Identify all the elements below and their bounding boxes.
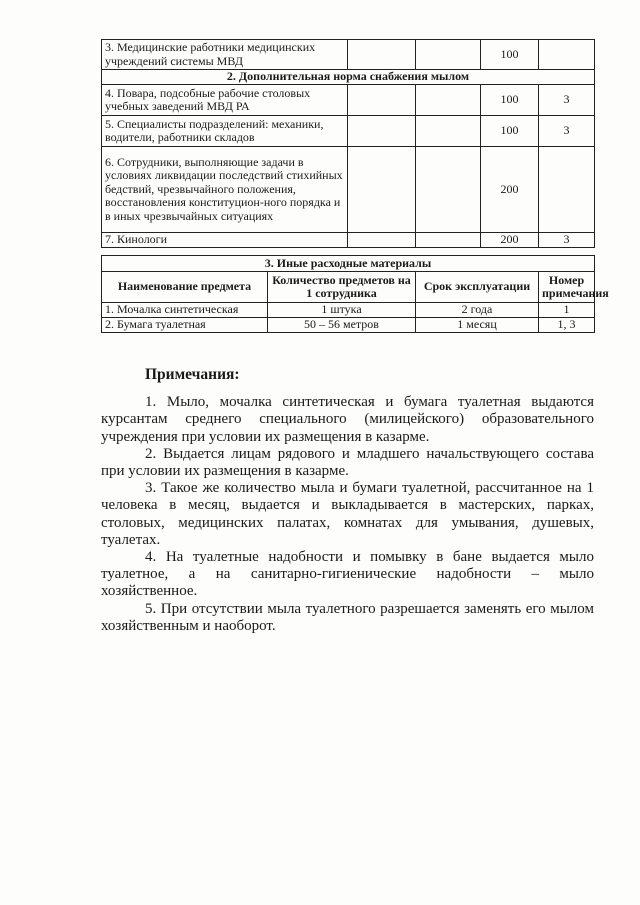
item-qty: 50 – 56 метров (268, 318, 416, 333)
column-header: Количество предметов на 1 сотрудника (268, 272, 416, 303)
row-name: 4. Повара, подсобные рабочие столовых учебных заведений МВД РА (102, 85, 348, 116)
row-note (539, 147, 595, 233)
item-term: 1 месяц (416, 318, 539, 333)
row-note: 3 (539, 116, 595, 147)
section-header-row (102, 256, 595, 272)
row-value: 100 (481, 85, 539, 116)
row-name: 3. Медицинские работники медицинских учреждений системы МВД (102, 40, 348, 70)
row-value: 200 (481, 147, 539, 233)
row-note: 3 (539, 85, 595, 116)
item-note: 1 (539, 303, 595, 318)
section-header-row (102, 70, 595, 85)
notes-section (101, 366, 594, 635)
column-header: Наименование предмета (102, 272, 268, 303)
table-row (102, 318, 595, 333)
row-name: 5. Специалисты подразделений: механики, водители, работники складов (102, 116, 348, 147)
notes-title: Примечания: (145, 366, 240, 383)
row-name: 6. Сотрудники, выполняющие задачи в условиях ликвидации последствий стихийных бедствий, чрезвычайного положения, восстановления конституцион-ного порядка и в иных чрезвычайных ситуациях (102, 147, 348, 233)
item-name: 2. Бумага туалетная (102, 318, 268, 333)
note-item: 2. Выдается лицам рядового и младшего начальствующего состава при условии их размещения в казарме. (101, 445, 594, 480)
row-note: 3 (539, 233, 595, 248)
table-row (102, 40, 595, 70)
item-qty: 1 штука (268, 303, 416, 318)
table-row (102, 147, 595, 233)
note-item: 1. Мыло, мочалка синтетическая и бумага туалетная выдаются курсантам среднего специального (милицейского) образовательного учреждения при условии их размещения в казарме. (101, 394, 594, 445)
table-row (102, 233, 595, 248)
note-item: 3. Такое же количество мыла и бумаги туалетной, рассчитанное на 1 человека в месяц, выдается и выкладывается в мастерских, парках, столовых, медицинских палатах, комнатах для умывания, душевых, туалетах. (101, 480, 594, 548)
table-row (102, 85, 595, 116)
column-header: Срок эксплуатации (416, 272, 539, 303)
row-value: 100 (481, 116, 539, 147)
other-materials-table (101, 255, 609, 333)
item-name: 1. Мочалка синтетическая (102, 303, 268, 318)
table-row (102, 303, 595, 318)
section-title: 3. Иные расходные материалы (102, 256, 595, 272)
item-term: 2 года (416, 303, 539, 318)
note-item: 5. При отсутствии мыла туалетного разрешается заменять его мылом хозяйственным и наоборот. (101, 600, 594, 634)
table-row (102, 116, 595, 147)
note-item: 4. На туалетные надобности и помывку в бане выдается мыло туалетное, а на санитарно-гигиенические надобности – мыло хозяйственное. (101, 549, 594, 600)
row-name: 7. Кинологи (102, 233, 348, 248)
soap-norms-table (101, 39, 595, 248)
section-title: 2. Дополнительная норма снабжения мылом (102, 70, 595, 85)
item-note: 1, 3 (539, 318, 595, 333)
table-header-row (102, 272, 595, 303)
column-header: Номер примечания (539, 272, 595, 303)
row-value: 200 (481, 233, 539, 248)
row-note (539, 40, 595, 70)
row-value: 100 (481, 40, 539, 70)
